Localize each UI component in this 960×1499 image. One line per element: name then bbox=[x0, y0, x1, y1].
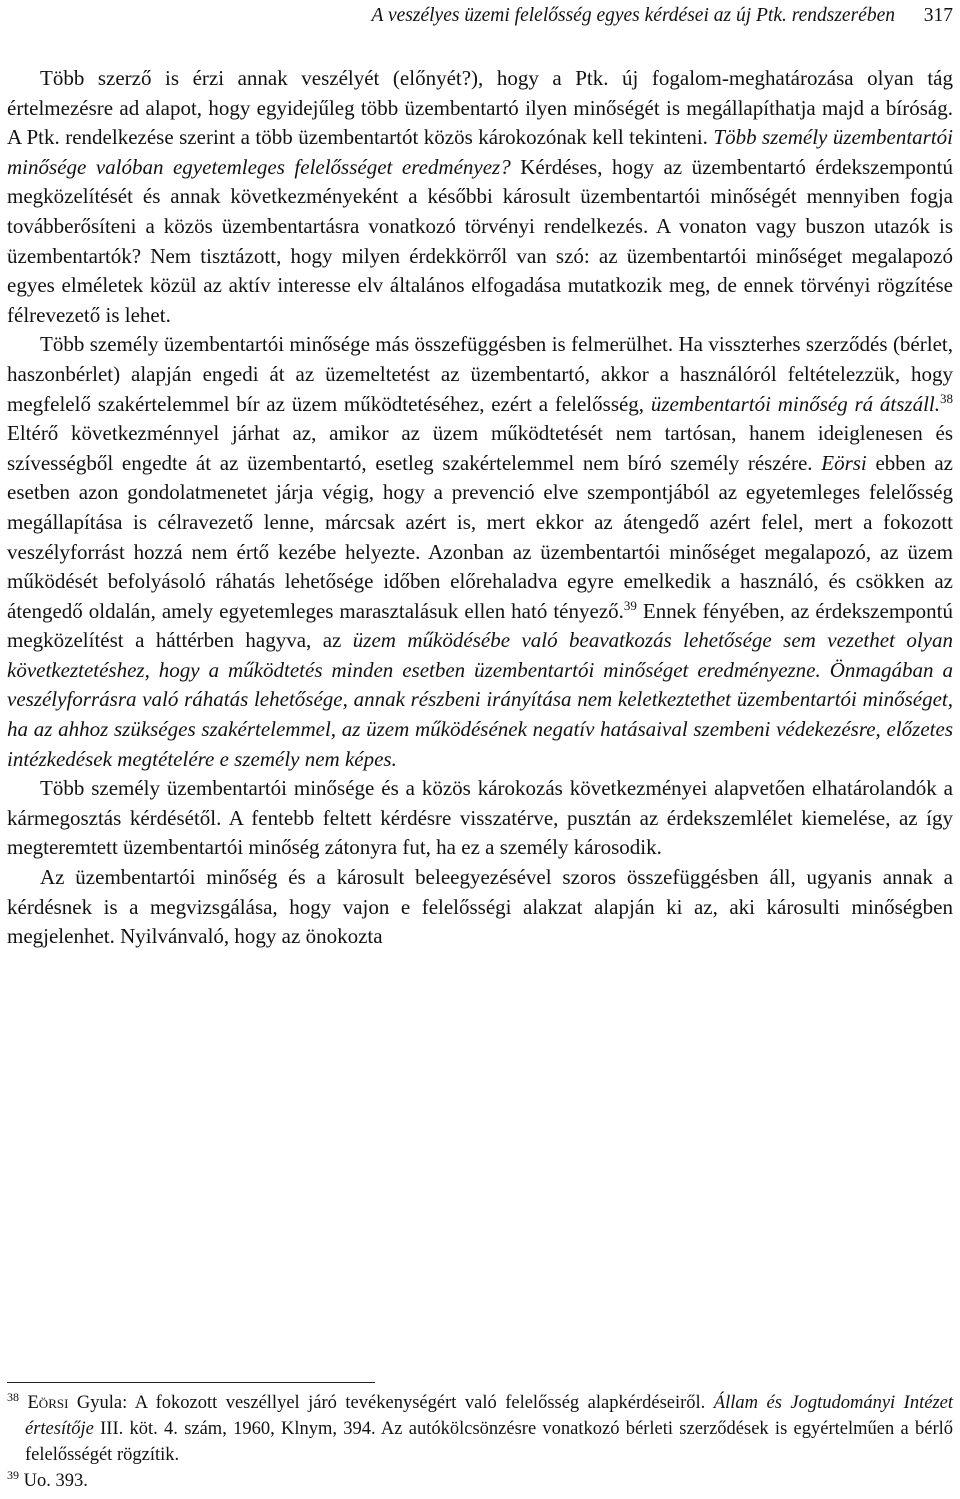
text-run: Ennek fényében, az érdekszempontú megközelítést a háttérben hagyva, az bbox=[7, 598, 953, 653]
running-header bbox=[147, 4, 953, 28]
text-run: Gyula: A fokozott veszéllyel járó tevékenységért való felelősség alapkérdéseiről. bbox=[68, 1393, 714, 1413]
footnotes bbox=[7, 1390, 953, 1494]
italic-text: Több személy üzembentartói minősége valóban egyetemleges felelősséget eredményez? bbox=[7, 125, 953, 179]
footnote-reference: 39 bbox=[623, 597, 637, 613]
footnote-fn39 bbox=[7, 1468, 953, 1494]
running-header-title: A veszélyes üzemi felelősség egyes kérdései az új Ptk. rendszerében bbox=[371, 5, 895, 26]
italic-text: Eörsi bbox=[821, 450, 867, 475]
footnote-separator bbox=[7, 1382, 375, 1383]
body-text bbox=[7, 64, 953, 952]
text-run: Az üzembentartói minőség és a károsult beleegyezésével szoros összefüggésben áll, ugyanis annak a kérdésnek is a megvizsgálása, hogy vajon e felelősségi alakzat alapján ki az, aki károsulti minőségben megjelenhet. Nyilvánvaló, hogy az önokozta bbox=[7, 865, 953, 949]
italic-text: üzembentartói minőség rá átszáll. bbox=[650, 391, 940, 416]
italic-text: üzem működésébe való beavatkozás lehetősége sem vezethet olyan következtetéshez, hogy a működtetés minden esetben üzembentartói minőséget eredményezne. Önmagában a veszélyforrásra való ráhatás lehetősége, annak részbeni irányítása nem keletkeztethet üzembentartói minőséget, ha az ahhoz szükséges szakértelemmel, az üzem működésének negatív hatásaival szembeni védekezésre, előzetes intézkedések megtételére e személy nem képes. bbox=[7, 628, 953, 771]
text-run: Eltérő következménnyel járhat az, amikor az üzem működtetését nem tartósan, hanem ideiglenesen és szívességből engedte át az üzembentartó, esetleg szakértelemmel nem bíró személy részére. bbox=[7, 421, 953, 475]
text-run: Több személy üzembentartói minősége más összefüggésben is felmerülhet. Ha visszterhes szerződés (bérlet, haszonbérlet) alapján engedi át az üzemeltetést az üzembentartó, akkor a használóról feltételezzük, hogy megfelelő szakértelemmel bír az üzem működtetéséhez, ezért a felelősség, bbox=[7, 332, 953, 416]
author-name: Eörsi bbox=[27, 1393, 69, 1413]
footnote-reference: 38 bbox=[940, 390, 953, 406]
text-run: Több szerző is érzi annak veszélyét (előnyét?), hogy a Ptk. új fogalom-meghatározása olyan tág értelmezésre ad alapot, hogy egyidejűleg több üzembentartó ilyen minőségét is megállapíthatja majd a bíróság. A Ptk. rendelkezése szerint a több üzembentartót közös károkozónak kell tekinteni. bbox=[7, 66, 953, 150]
text-run: Kérdéses, hogy az üzembentartó érdekszempontú megközelítését és annak következményeként a későbbi károsult üzembentartói minőségét mennyiben fogja továbberősíteni a közös üzembentartásra vonatkozó törvényi rendelkezés. A vonaton vagy buszon utazók is üzembentartók? Nem tisztázott, hogy milyen érdekkörről van szó: az üzembentartói minőséget megalapozó egyes elméletek közül az aktív interesse elv általános elfogadása mutatkozik meg, de ennek törvényi rögzítése félrevezető is lehet. bbox=[7, 154, 953, 327]
footnote-number: 38 bbox=[7, 1389, 19, 1404]
paragraph-p1 bbox=[7, 64, 953, 330]
text-run: III. köt. 4. szám, 1960, Klnym, 394. Az autókölcsönzésre vonatkozó bérleti szerződések is egyértelműen a bérlő felelősségét rögzítik. bbox=[25, 1419, 953, 1465]
footnote-number: 39 bbox=[7, 1467, 19, 1482]
text-run: Uo. 393. bbox=[23, 1471, 88, 1491]
text-run: Több személy üzembentartói minősége és a közös károkozás következményei alapvetően elhatárolandók a kármegosztás kérdésétől. A fentebb feltett kérdésre visszatérve, pusztán az érdekszemlélet kiemelése, az így megteremtett üzembentartói minőség zátonyra fut, ha ez a személy károsodik. bbox=[7, 776, 953, 860]
footnote-fn38 bbox=[7, 1390, 953, 1468]
page-number: 317 bbox=[923, 5, 953, 26]
text-run: ebben az esetben azon gondolatmenetet járja végig, hogy a prevenció elve szempontjából az egyetemleges felelősség megállapítása is célravezető lenne, márcsak azért is, mert ekkor az átengedő azért felel, mert a fokozott veszélyforrást hozzá nem értő kezébe helyezte. Azonban az üzembentartói minőséget megalapozó, az üzem működését befolyásoló ráhatás lehetősége időben előrehaladva egyre emelkedik a használó, és csökken az átengedő oldalán, amely egyetemleges marasztalásuk ellen ható tényező. bbox=[7, 450, 953, 623]
paragraph-p4 bbox=[7, 863, 953, 952]
italic-text: Állam és Jogtudományi Intézet értesítője bbox=[25, 1393, 953, 1439]
paragraph-p3 bbox=[7, 774, 953, 863]
paragraph-p2 bbox=[7, 330, 953, 774]
